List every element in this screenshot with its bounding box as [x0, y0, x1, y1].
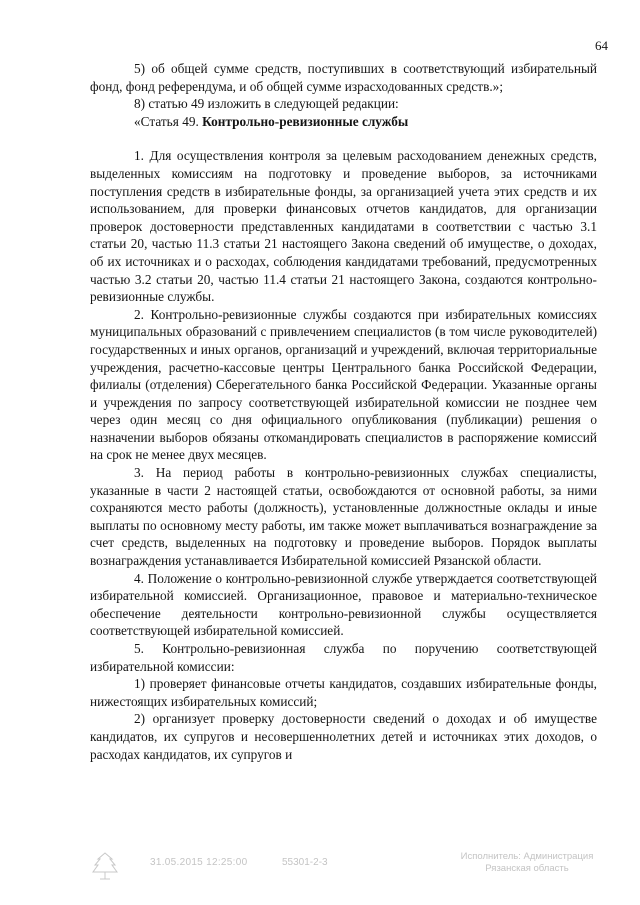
watermark-line-2: Рязанская область — [485, 863, 569, 874]
footer-datetime: 31.05.2015 12:25:00 — [150, 857, 248, 868]
paragraph-part-3: 3. На период работы в контрольно-ревизионных службах специалисты, указанные в части 2 настоящей статьи, освобождаются от основной работы, за ними сохраняются место работы (должность), установленные должностные оклады и иные выплаты по основному месту работы, им также может выплачиваться вознаграждение за счет средств, выделенных на подготовку и проведение выборов. Порядок выплаты вознаграждения устанавливается Избирательной комиссией Рязанской области. — [90, 465, 597, 569]
watermark-line-1: Исполнитель: Администрация — [460, 851, 594, 862]
footer-doc-number: 55301-2-3 — [282, 857, 328, 868]
document-footer — [0, 851, 640, 887]
heading-spacer — [90, 130, 597, 147]
paragraph-part-4: 4. Положение о контрольно-ревизионной службе утверждается соответствующей избирательной комиссией. Организационное, правовое и материально-техническое обеспечение деятельности контрольно-ревизионной службы осуществляется соответствующей избирательной комиссией. — [90, 570, 597, 639]
article-heading — [90, 113, 597, 131]
paragraph-item-5: 5) об общей сумме средств, поступивших в соответствующий избирательный фонд, фонд референдума, и об общей сумме израсходованных средств.»; — [90, 61, 597, 94]
paragraph-part-2: 2. Контрольно-ревизионные службы создаются при избирательных комиссиях муниципальных образований с привлечением специалистов (в том числе руководителей) государственных и иных органов, организаций и учреждений, включая территориальные учреждения, расчетно-кассовые центры Центрального банка Российской Федерации, филиалы (отделения) Сберегательного банка Российской Федерации. Указанные органы и учреждения по запросу соответствующей избирательной комиссии не позднее чем через один месяц со дня официального опубликования (публикации) решения о назначении выборов обязаны откомандировать специалистов в распоряжение комиссий на срок не менее двух месяцев. — [90, 306, 597, 463]
paragraph-subitem-2: 2) организует проверку достоверности сведений о доходах и об имуществе кандидатов, их супругов и несовершеннолетних детей и источниках этих доходов, о расходах кандидатов, их супругов и — [90, 711, 597, 762]
article-heading-prefix: «Статья 49. — [134, 113, 203, 129]
footer-watermark — [452, 851, 602, 875]
paragraph-part-1: 1. Для осуществления контроля за целевым расходованием денежных средств, выделенных комиссиям на подготовку и проведение выборов, за источниками поступления средств в избирательные фонды, за организацией учета этих средств и их использованием, для проверки финансовых отчетов кандидатов, для организации проверок достоверности представленных кандидатами в соответствии с частью 3.1 статьи 20, частью 11.3 статьи 21 настоящего Закона сведений об имуществе, о доходах, об их источниках и о расходах, соблюдения кандидатами требований, предусмотренных частью 3.2 статьи 20, частью 11.4 статьи 21 настоящего Закона, создаются контрольно-ревизионные службы. — [90, 148, 597, 305]
document-body — [90, 60, 597, 763]
paragraph-part-5: 5. Контрольно-ревизионная служба по поручению соответствующей избирательной комиссии: — [90, 641, 597, 674]
paragraph-item-8: 8) статью 49 изложить в следующей редакции: — [134, 96, 399, 112]
paragraph-subitem-1: 1) проверяет финансовые отчеты кандидатов, создавших избирательные фонды, нижестоящих избирательных комиссий; — [90, 676, 597, 709]
page-number: 64 — [595, 38, 608, 53]
article-heading-title: Контрольно-ревизионные службы — [202, 113, 409, 129]
stamp-icon — [92, 851, 118, 881]
